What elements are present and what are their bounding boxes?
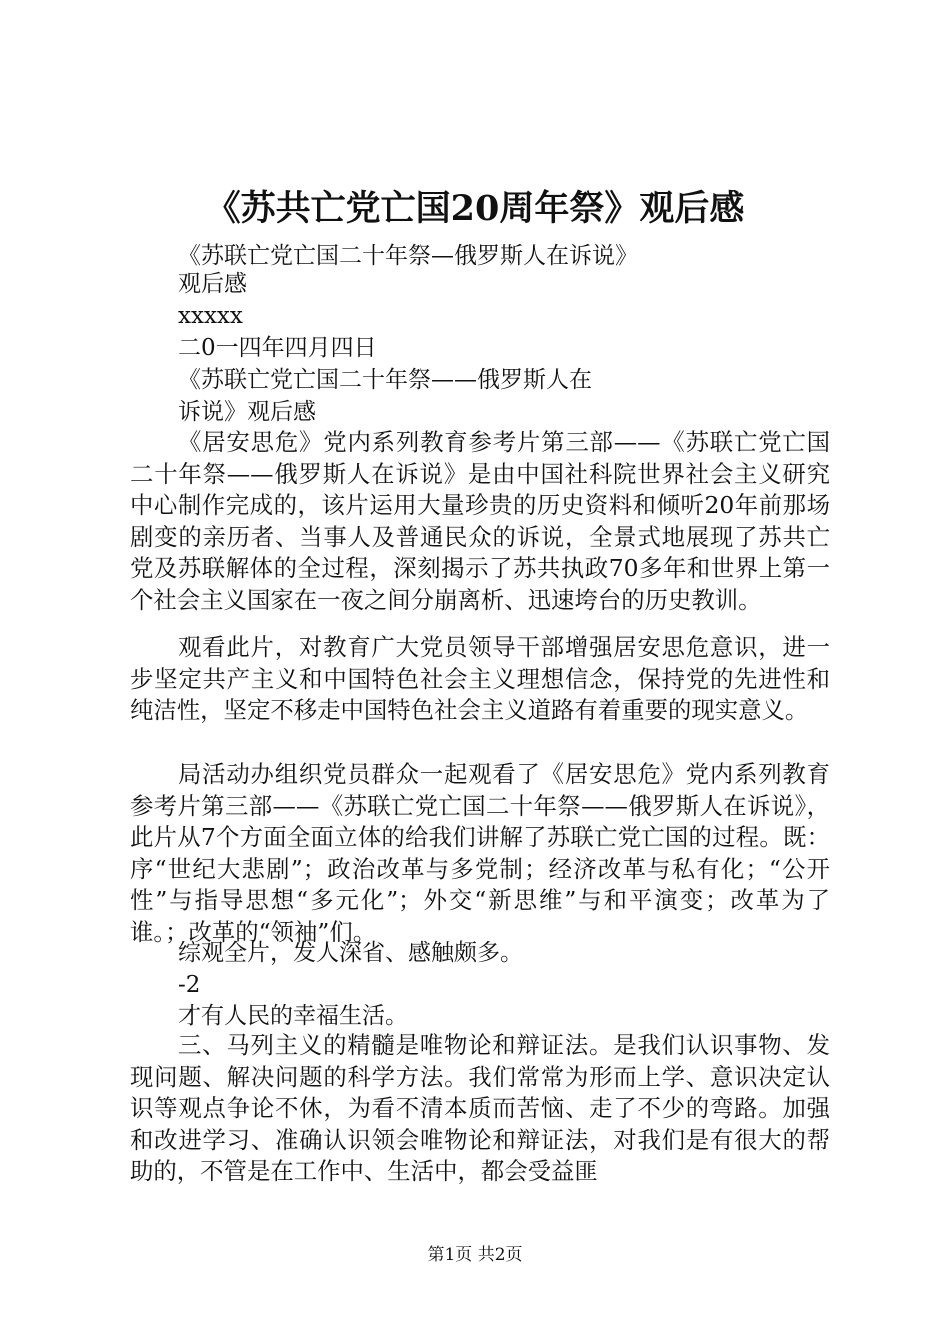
paragraph-intro: 《居安思危》党内系列教育参考片第三部——《苏联亡党亡国二十年祭——俄罗斯人在诉说》是由中国社科院世界社会主义研究中心制作完成的，该片运用大量珍贵的历史资料和倾听20年前那场剧变的亲历者、当事人及普通民众的诉说，全景式地展现了苏共亡党及苏联解体的全过程，深刻揭示了苏共执政70多年和世界上第一个社会主义国家在一夜之间分崩离析、迅速垮台的历史教训。	[130, 428, 830, 614]
closing-line-summary: 综观全片，发人深省、感触颇多。	[178, 940, 523, 966]
header-line-author: xxxxx	[178, 303, 243, 329]
header-line-subtitle: 《苏联亡党亡国二十年祭—俄罗斯人在诉说》	[178, 243, 638, 269]
closing-line-happiness: 才有人民的幸福生活。	[178, 1003, 408, 1029]
paragraph-viewing: 局活动办组织党员群众一起观看了《居安思危》党内系列教育参考片第三部——《苏联亡党亡国二十年祭——俄罗斯人在诉说》，此片从7个方面全面立体的给我们讲解了苏联亡党亡国的过程。既：序“世纪大悲剧”；政治改革与多党制；经济改革与私有化；“公开性”与指导思想“多元化”；外交“新思维”与和平演变；改革为了谁。；改革的“领袖”们。	[130, 760, 830, 946]
header-line-review-repeat: 诉说》观后感	[178, 399, 316, 425]
document-title: 《苏共亡党亡国20周年祭》观后感	[205, 188, 745, 229]
paragraph-point-three: 三、马列主义的精髓是唯物论和辩证法。是我们认识事物、发现问题、解决问题的科学方法。我们常常为形而上学、意识决定认识等观点争论不休，为看不清本质而苦恼、走了不少的弯路。加强和改进学习、准确认识领会唯物论和辩证法，对我们是有很大的帮助的，不管是在工作中、生活中，都会受益匪	[130, 1031, 830, 1186]
paragraph-significance: 观看此片，对教育广大党员领导干部增强居安思危意识，进一步坚定共产主义和中国特色社会主义理想信念，保持党的先进性和纯洁性，坚定不移走中国特色社会主义道路有着重要的现实意义。	[130, 633, 830, 725]
header-line-subtitle-repeat: 《苏联亡党亡国二十年祭——俄罗斯人在	[178, 367, 592, 393]
header-line-review: 观后感	[178, 271, 247, 297]
page-marker: -2	[178, 972, 201, 998]
header-line-date: 二0一四年四月四日	[178, 335, 377, 361]
page-footer: 第1页 共2页	[427, 1245, 523, 1265]
